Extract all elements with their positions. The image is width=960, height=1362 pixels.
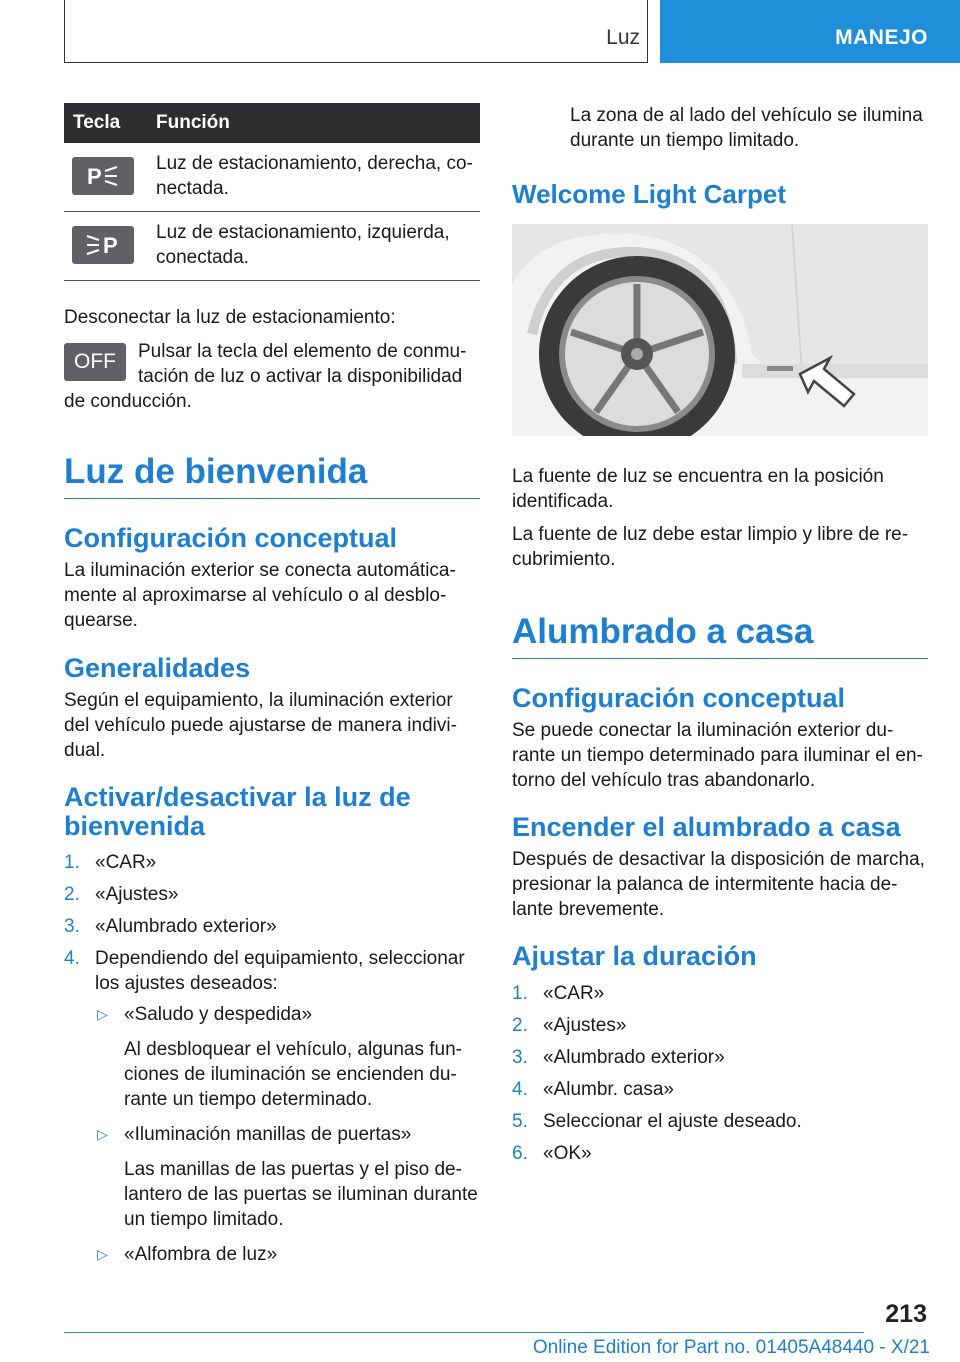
heading-concept: Configuración conceptual <box>64 523 398 553</box>
table-header-key: Tecla <box>64 103 156 143</box>
option-list <box>95 1002 480 1267</box>
parking-light-right-icon <box>72 157 134 195</box>
carpet-description: La zona de al lado del vehículo se ilumina durante un tiempo limitado. <box>570 105 923 151</box>
list-item: 5. Seleccionar el ajuste deseado. <box>512 1111 802 1132</box>
header-chapter: MANEJO <box>835 26 928 49</box>
table-row <box>64 143 480 212</box>
table-cell-function: Luz de estacionamiento, izquierda, conectada. <box>156 212 480 281</box>
left-column <box>64 103 480 1277</box>
triangle-bullet-icon: ▷ <box>97 1246 108 1262</box>
list-item: ▷ «Saludo y despedida» Al desbloquear el vehículo, algunas fun-ciones de iluminación se encienden du-rante un tiempo determinado. <box>97 1004 463 1110</box>
list-item: 3. «Alumbrado exterior» <box>512 1047 725 1068</box>
heading-duration: Ajustar la duración <box>512 941 757 971</box>
concept-text: La iluminación exterior se conecta automática-mente al aproximarse al vehículo o al desblo-quearse. <box>64 560 456 631</box>
page-number: 213 <box>885 1300 927 1328</box>
list-item: 2. «Ajustes» <box>512 1015 627 1036</box>
heading-welcome-carpet: Welcome Light Carpet <box>512 179 787 209</box>
off-key-icon: OFF <box>64 343 126 381</box>
footer-divider <box>64 1332 864 1333</box>
list-item: ▷ «Alfombra de luz» <box>97 1244 278 1265</box>
activate-steps <box>64 850 480 1267</box>
turn-on-text: Después de desactivar la disposición de marcha, presionar la palanca de intermitente hacia de-lante brevemente. <box>512 849 925 920</box>
header-chapter-tab <box>660 0 960 63</box>
light-source-position: La fuente de luz se encuentra en la posición identificada. <box>512 466 884 512</box>
triangle-bullet-icon: ▷ <box>97 1126 108 1142</box>
list-item: 6. «OK» <box>512 1143 592 1164</box>
list-item: 3. «Alumbrado exterior» <box>64 916 277 937</box>
off-text: Pulsar la tecla del elemento de conmu-tación de luz o activar la disponibilidad de conducción. <box>64 341 467 412</box>
car-wheel-illustration <box>512 224 928 436</box>
list-item: 2. «Ajustes» <box>64 884 179 905</box>
svg-text:P: P <box>87 164 102 189</box>
heading-follow-me-home: Alumbrado a casa <box>512 612 814 651</box>
deactivate-intro: Desconectar la luz de estacionamiento: <box>64 307 396 328</box>
right-column <box>512 103 928 1173</box>
table-header-row <box>64 103 480 143</box>
footer-edition: Online Edition for Part no. 01405A48440 - X/21 <box>532 1337 930 1358</box>
list-item: 1. «CAR» <box>512 983 605 1004</box>
triangle-bullet-icon: ▷ <box>97 1006 108 1022</box>
off-instruction <box>64 339 480 414</box>
header-section: Luz <box>606 26 640 49</box>
duration-steps <box>512 981 928 1166</box>
list-item: ▷ «Iluminación manillas de puertas» Las manillas de las puertas y el piso de-lantero de las puertas se iluminan durante un tiempo limitado. <box>97 1124 478 1230</box>
table-header-function: Función <box>156 103 480 143</box>
header-frame <box>64 0 648 63</box>
list-item: 4. «Alumbr. casa» <box>512 1079 674 1100</box>
heading-concept-2: Configuración conceptual <box>512 683 846 713</box>
general-text: Según el equipamiento, la iluminación exterior del vehículo puede ajustarse de manera indivi-dual. <box>64 690 457 761</box>
heading-activate: Activar/desactivar la luz de bienvenida <box>64 782 411 841</box>
light-source-clean: La fuente de luz debe estar limpio y libre de re-cubrimiento. <box>512 524 909 570</box>
heading-turn-on: Encender el alumbrado a casa <box>512 812 901 842</box>
list-item: 4. Dependiendo del equipamiento, seleccionar los ajustes deseados: ▷ «Saludo y despedida» Al desbloquear el vehículo, algunas fun-ciones de iluminación se encienden du-rante un tiempo determinado. ▷ «Iluminación manillas de puertas» Las manillas de las puertas y el piso de-lantero de las puertas se iluminan durante un tiempo limitado. ▷ «Alfombra de luz» <box>64 946 480 1267</box>
heading-welcome-light: Luz de bienvenida <box>64 452 368 491</box>
parking-light-left-icon <box>72 226 134 264</box>
table-cell-function: Luz de estacionamiento, derecha, co-nectada. <box>156 143 480 212</box>
concept-text-2: Se puede conectar la iluminación exterior du-rante un tiempo determinado para iluminar el en-torno del vehículo tras abandonarlo. <box>512 720 923 791</box>
heading-general: Generalidades <box>64 653 251 683</box>
key-function-table <box>64 103 480 281</box>
svg-text:P: P <box>103 233 118 258</box>
list-item: 1. «CAR» <box>64 852 157 873</box>
table-row <box>64 212 480 281</box>
